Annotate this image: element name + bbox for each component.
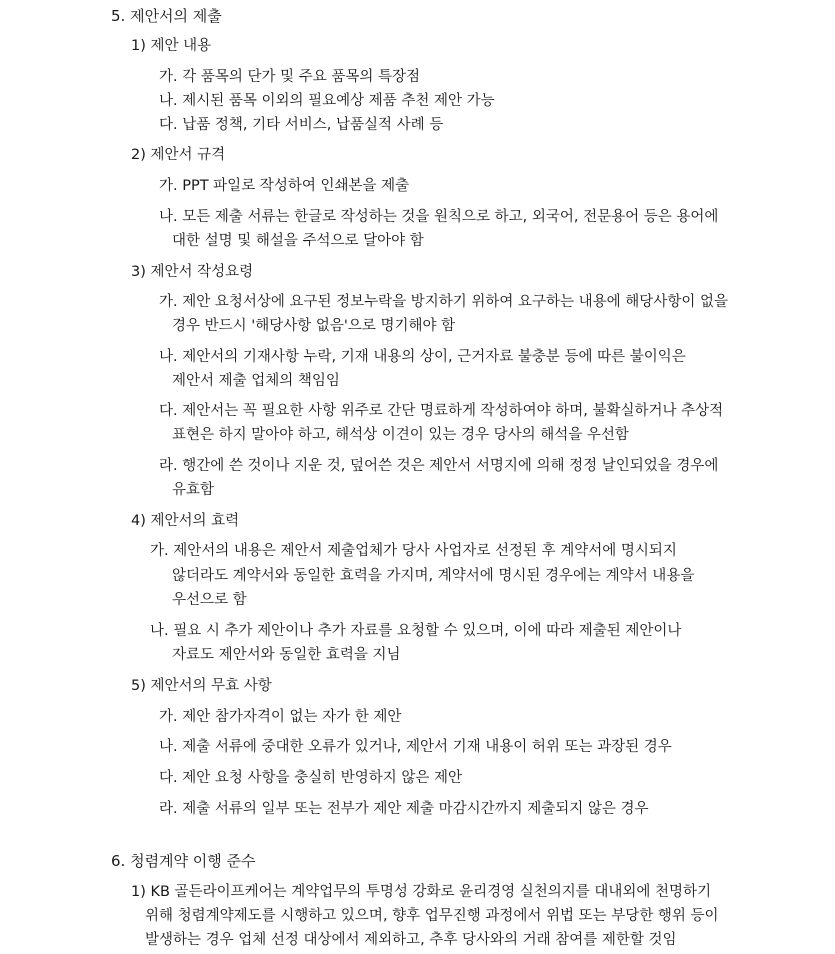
subsection-2-title: 2) 제안서 규격 bbox=[131, 147, 226, 163]
list-item: 라. 제출 서류의 일부 또는 전부가 제안 제출 마감시간까지 제출되지 않은 경우 bbox=[159, 801, 649, 817]
subsection-5-title: 5) 제안서의 무효 사항 bbox=[131, 678, 272, 694]
section-6-title: 6. 청렴계약 이행 준수 bbox=[111, 852, 256, 870]
list-item-continuation: 경우 반드시 '해당사항 없음'으로 명기해야 함 bbox=[172, 318, 456, 334]
list-item-continuation: 제안서 제출 업체의 책임임 bbox=[172, 373, 340, 389]
list-item: 가. PPT 파일로 작성하여 인쇄본을 제출 bbox=[159, 178, 410, 194]
list-item: 가. 제안 참가자격이 없는 자가 한 제안 bbox=[159, 709, 402, 725]
list-item: 나. 제출 서류에 중대한 오류가 있거나, 제안서 기재 내용이 허위 또는 과장된 경우 bbox=[159, 739, 672, 755]
list-item-continuation: 표현은 하지 말아야 하고, 해석상 이견이 있는 경우 당사의 해석을 우선함 bbox=[172, 427, 629, 443]
list-item: 나. 필요 시 추가 제안이나 추가 자료를 요청할 수 있으며, 이에 따라 제출된 제안이나 bbox=[150, 623, 682, 639]
list-item: 가. 제안 요청서상에 요구된 정보누락을 방지하기 위하여 요구하는 내용에 해당사항이 없을 bbox=[159, 294, 728, 310]
list-item: 나. 모든 제출 서류는 한글로 작성하는 것을 원칙으로 하고, 외국어, 전문용어 등은 용어에 bbox=[159, 209, 719, 225]
subsection-4-title: 4) 제안서의 효력 bbox=[131, 513, 240, 529]
paragraph-line: 발생하는 경우 업체 선정 대상에서 제외하고, 추후 당사와의 거래 참여를 제한할 것임 bbox=[145, 932, 677, 948]
list-item: 가. 각 품목의 단가 및 주요 품목의 특장점 bbox=[159, 69, 420, 85]
paragraph-line: 위해 청렴계약제도를 시행하고 있으며, 향후 업무진행 과정에서 위법 또는 부당한 행위 등이 bbox=[145, 908, 719, 924]
list-item-continuation: 우선으로 함 bbox=[172, 592, 247, 608]
list-item-continuation: 유효함 bbox=[172, 482, 215, 498]
list-item: 다. 납품 정책, 기타 서비스, 납품실적 사례 등 bbox=[159, 117, 444, 133]
list-item-continuation: 않더라도 계약서와 동일한 효력을 가지며, 계약서에 명시된 경우에는 계약서 내용을 bbox=[172, 568, 695, 584]
section-5-title: 5. 제안서의 제출 bbox=[111, 7, 222, 25]
list-item: 가. 제안서의 내용은 제안서 제출업체가 당사 사업자로 선정된 후 계약서에 명시되지 bbox=[150, 543, 677, 559]
list-item: 라. 행간에 쓴 것이나 지운 것, 덮어쓴 것은 제안서 서명지에 의해 정정 날인되었을 경우에 bbox=[159, 458, 719, 474]
list-item: 나. 제시된 품목 이외의 필요예상 제품 추천 제안 가능 bbox=[159, 93, 495, 109]
list-item: 다. 제안서는 꼭 필요한 사항 위주로 간단 명료하게 작성하여야 하며, 불확실하거나 추상적 bbox=[159, 403, 724, 419]
subsection-3-title: 3) 제안서 작성요령 bbox=[131, 264, 254, 280]
list-item: 나. 제안서의 기재사항 누락, 기재 내용의 상이, 근거자료 불충분 등에 따른 불이익은 bbox=[159, 349, 686, 365]
list-item-continuation: 자료도 제안서와 동일한 효력을 지님 bbox=[172, 647, 401, 663]
subsection-1-title: 1) 제안 내용 bbox=[131, 38, 212, 54]
list-item: 다. 제안 요청 사항을 충실히 반영하지 않은 제안 bbox=[159, 770, 463, 786]
paragraph-line: 1) KB 골든라이프케어는 계약업무의 투명성 강화로 윤리경영 실천의지를 대내외에 천명하기 bbox=[131, 884, 712, 900]
list-item-continuation: 대한 설명 및 해설을 주석으로 달아야 함 bbox=[172, 233, 424, 249]
